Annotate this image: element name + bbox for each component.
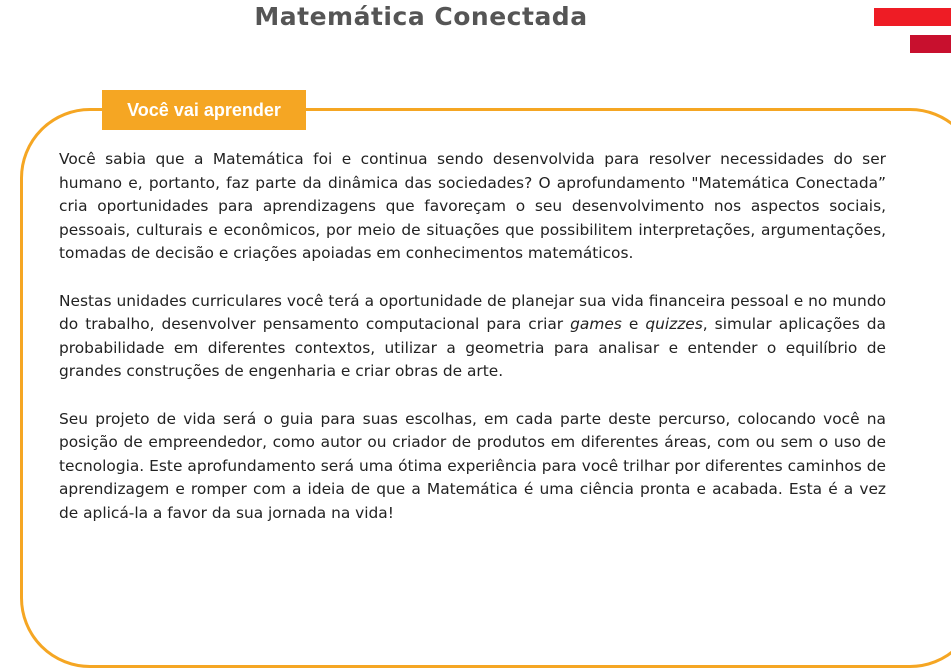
paragraph-units [59,290,886,384]
emphasis-games: games [570,315,622,334]
paragraph-units-text-2: e [621,315,646,334]
section-badge: Você vai aprender [102,90,306,130]
decorative-red-bar-bottom [910,35,951,53]
section-body [59,148,886,549]
page-title: Matemática Conectada [254,2,588,31]
decorative-red-bar-top [874,8,951,26]
paragraph-life-project: Seu projeto de vida será o guia para suas escolhas, em cada parte deste percurso, colocando você na posição de empreendedor, como autor ou criador de produtos em diferentes áreas, com ou sem o uso de tecnologia. Este aprofundamento será uma ótima experiência para você trilhar por diferentes caminhos de aprendizagem e romper com a ideia de que a Matemática é uma ciência pronta e acabada. Esta é a vez de aplicá-la a favor da sua jornada na vida! [59,409,886,522]
paragraph-units-text-3: , simular aplicações da probabilidade em diferentes contextos, utilizar a geometria para analisar e entender o equilíbrio de grandes construções de engenharia e criar obras de arte. [59,315,886,381]
emphasis-quizzes: quizzes [645,315,703,334]
paragraph-intro: Você sabia que a Matemática foi e continua sendo desenvolvida para resolver necessidades do ser humano e, portanto, faz parte da dinâmica das sociedades? O aprofundamento "Matemática Conectada” cria oportunidades para aprendizagens que favoreçam o seu desenvolvimento nos aspectos sociais, pessoais, culturais e econômicos, por meio de situações que possibilitem interpretações, argumentações, tomadas de decisão e criações apoiadas em conhecimentos matemáticos. [59,150,886,263]
paragraph-units-text-1: Nestas unidades curriculares você terá a oportunidade de planejar sua vida financeira pessoal e no mundo do trabalho, desenvolver pensamento computacional para criar [59,291,886,334]
